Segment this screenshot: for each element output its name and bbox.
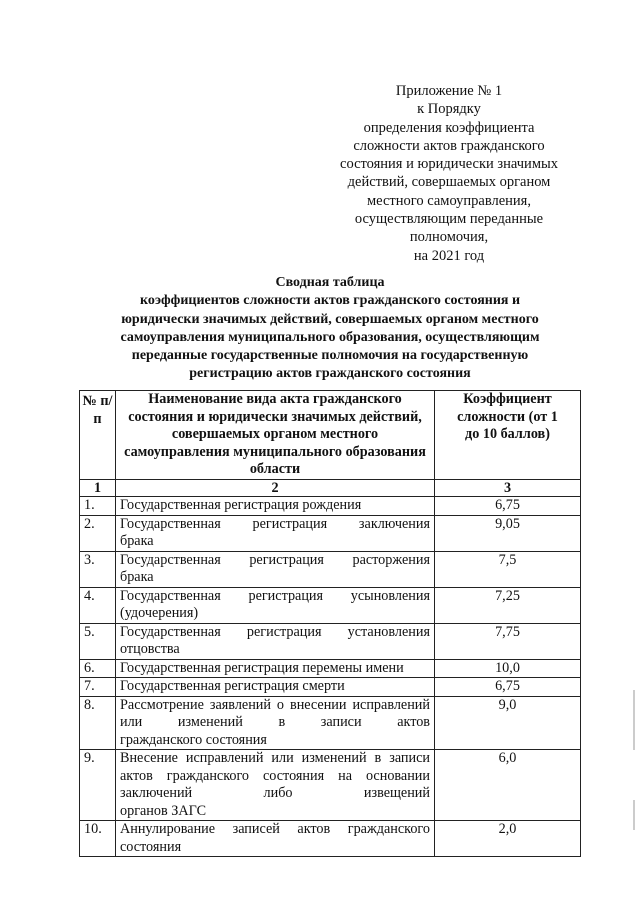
- row-number: 3.: [80, 551, 116, 587]
- row-name: Рассмотрение заявлений о внесении исправлений или изменений в записи актов: [120, 696, 430, 730]
- title-line: коэффициентов сложности актов гражданского состояния и: [139, 293, 521, 309]
- row-name-end: состояния: [120, 838, 182, 855]
- row-number: 6.: [80, 659, 116, 678]
- row-name-cell: [116, 551, 435, 587]
- annex-line: осуществляющим переданные: [354, 211, 544, 228]
- row-name: Внесение исправлений или изменений в записи актов гражданского состояния на основании заключений либо извещений: [120, 750, 430, 801]
- row-number: 8.: [80, 696, 116, 750]
- row-number: 2.: [80, 515, 116, 551]
- table-row: [80, 678, 581, 697]
- column-number: 2: [116, 480, 435, 497]
- annex-line: местного самоуправления,: [367, 192, 531, 209]
- annex-line: к Порядку: [417, 101, 481, 118]
- row-number: 7.: [80, 678, 116, 697]
- row-name-cell: [116, 696, 435, 750]
- table-row: [80, 659, 581, 678]
- table-row: [80, 821, 581, 857]
- table-header-row: [80, 391, 581, 480]
- row-name: Аннулирование записей актов гражданского: [120, 821, 430, 837]
- row-name-end: (удочерения): [120, 605, 199, 621]
- row-name: Государственная регистрация заключения: [120, 515, 430, 532]
- row-name-cell: [116, 515, 435, 551]
- row-value: 7,75: [435, 623, 581, 659]
- table-row: [80, 623, 581, 659]
- column-numbers-row: [80, 480, 581, 497]
- table-row: [80, 497, 581, 516]
- row-name-cell: [116, 623, 435, 659]
- row-name-end: отцовства: [120, 641, 180, 657]
- row-name-end: брака: [120, 533, 154, 549]
- table-row: [80, 551, 581, 587]
- scan-edge-mark: [633, 690, 635, 750]
- annex-line: состояния и юридически значимых: [340, 156, 558, 173]
- coefficients-table: [79, 390, 581, 857]
- row-name: Государственная регистрация перемены имени: [116, 659, 435, 678]
- row-number: 5.: [80, 623, 116, 659]
- title-line: переданные государственные полномочия на государственную: [131, 348, 529, 364]
- row-number: 10.: [80, 821, 116, 857]
- row-name-end: гражданского состояния: [120, 731, 267, 748]
- row-name-cell: [116, 750, 435, 821]
- row-name-cell: [116, 821, 435, 857]
- row-value: 10,0: [435, 659, 581, 678]
- annex-line: на 2021 год: [413, 247, 485, 264]
- row-value: 6,75: [435, 678, 581, 697]
- row-value: 9,05: [435, 515, 581, 551]
- column-number: 3: [435, 480, 581, 497]
- row-number: 1.: [80, 497, 116, 516]
- row-name: Государственная регистрация установления: [120, 623, 430, 640]
- header-coefficient: Коэффициент сложности (от 1 до 10 баллов): [435, 391, 581, 480]
- table-row: [80, 750, 581, 821]
- title-line: Сводная таблица: [275, 275, 385, 290]
- table-row: [80, 587, 581, 623]
- row-name-end: брака: [120, 569, 154, 585]
- annex-block: [322, 82, 576, 265]
- annex-line: действий, совершаемых органом: [347, 174, 551, 191]
- row-value: 7,25: [435, 587, 581, 623]
- row-name: Государственная регистрация усыновления: [120, 587, 430, 604]
- annex-line: сложности актов гражданского: [353, 137, 545, 154]
- row-value: 9,0: [435, 696, 581, 750]
- document-title: [80, 274, 580, 384]
- table-row: [80, 696, 581, 750]
- row-name-cell: [116, 587, 435, 623]
- row-value: 6,0: [435, 750, 581, 821]
- title-line: регистрацию актов гражданского состояния: [189, 366, 471, 382]
- row-name: Государственная регистрация расторжения: [120, 551, 430, 568]
- title-line: юридически значимых действий, совершаемых органом местного: [121, 311, 539, 327]
- row-name: Государственная регистрация смерти: [116, 678, 435, 697]
- scan-edge-mark: [633, 800, 635, 830]
- header-num: № п/п: [80, 391, 116, 480]
- row-value: 6,75: [435, 497, 581, 516]
- row-number: 4.: [80, 587, 116, 623]
- row-number: 9.: [80, 750, 116, 821]
- title-line: самоуправления муниципального образования, осуществляющим: [120, 329, 540, 345]
- header-name: Наименование вида акта гражданского состояния и юридически значимых действий, совершаемых органом местного самоуправления муниципального образования области: [116, 391, 435, 480]
- annex-line: определения коэффициента: [363, 119, 535, 136]
- row-value: 7,5: [435, 551, 581, 587]
- row-name-end: органов ЗАГС: [120, 802, 207, 819]
- row-name: Государственная регистрация рождения: [116, 497, 435, 516]
- table-row: [80, 515, 581, 551]
- column-number: 1: [80, 480, 116, 497]
- annex-line: полномочия,: [409, 229, 489, 246]
- row-value: 2,0: [435, 821, 581, 857]
- annex-line: Приложение № 1: [395, 83, 503, 99]
